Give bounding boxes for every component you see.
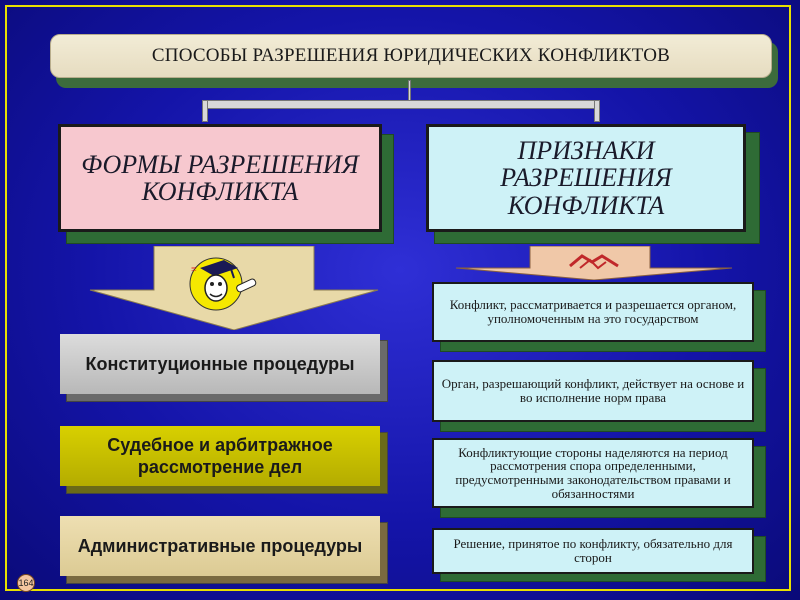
signs-box: ПРИЗНАКИ РАЗРЕШЕНИЯ КОНФЛИКТА xyxy=(426,124,746,232)
connector-right-drop xyxy=(594,100,600,122)
forms-box: ФОРМЫ РАЗРЕШЕНИЯ КОНФЛИКТА xyxy=(58,124,382,232)
page-title: СПОСОБЫ РАЗРЕШЕНИЯ ЮРИДИЧЕСКИХ КОНФЛИКТОВ xyxy=(50,34,772,78)
sign-item-2: Орган, разрешающий конфликт, действует на основе и во исполнение норм права xyxy=(432,360,754,422)
svg-text:≡: ≡ xyxy=(191,264,197,275)
page-number-badge: 164 xyxy=(17,574,35,592)
form-item-1: Конституционные процедуры xyxy=(60,334,380,394)
form-item-2: Судебное и арбитражное рассмотрение дел xyxy=(60,426,380,486)
sign-item-4: Решение, принятое по конфликту, обязательно для сторон xyxy=(432,528,754,574)
form-item-3: Административные процедуры xyxy=(60,516,380,576)
connector-vertical xyxy=(408,80,411,102)
graduate-mascot-icon xyxy=(186,252,264,314)
sign-item-3: Конфликтующие стороны наделяются на период рассмотрения спора определенными, предусмотренными законодательством правами и обязанностями xyxy=(432,438,754,508)
handshake-icon xyxy=(566,248,622,276)
sign-item-1: Конфликт, рассматривается и разрешается органом, уполномоченным на это государством xyxy=(432,282,754,342)
connector-left-drop xyxy=(202,100,208,122)
connector-bar xyxy=(202,100,600,109)
